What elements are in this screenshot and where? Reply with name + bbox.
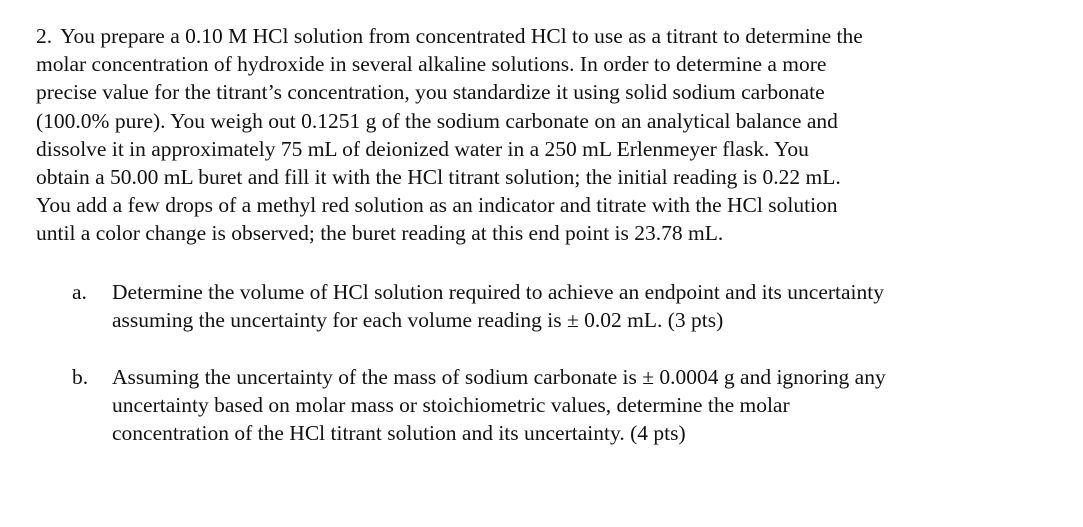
problem-number: 2. — [36, 24, 53, 48]
document — [36, 22, 1046, 448]
problem-line-1-text: You prepare a 0.10 M HCl solution from concentrated HCl to use as a titrant to determine the — [60, 24, 863, 48]
sub-question-b-line-1: Assuming the uncertainty of the mass of sodium carbonate is ± 0.0004 g and ignoring any — [112, 365, 886, 390]
sub-question-a — [36, 278, 1046, 334]
sub-question-a-line-1: Determine the volume of HCl solution required to achieve an endpoint and its uncertainty — [112, 279, 884, 304]
sub-question-list — [36, 278, 1046, 448]
problem-line-1 — [36, 22, 1046, 50]
problem-line-7: You add a few drops of a methyl red solution as an indicator and titrate with the HCl solution — [36, 193, 838, 218]
sub-question-a-line-2: assuming the uncertainty for each volume reading is ± 0.02 mL. (3 pts) — [112, 307, 724, 332]
problem-line-2: molar concentration of hydroxide in several alkaline solutions. In order to determine a more — [36, 52, 827, 77]
problem-line-8: until a color change is observed; the buret reading at this end point is 23.78 mL. — [36, 221, 724, 246]
problem-line-4: (100.0% pure). You weigh out 0.1251 g of the sodium carbonate on an analytical balance and — [36, 108, 838, 133]
sub-question-b-marker: b. — [72, 365, 89, 390]
problem-line-3: precise value for the titrant’s concentration, you standardize it using solid sodium carbonate — [36, 80, 825, 105]
problem-line-6: obtain a 50.00 mL buret and fill it with the HCl titrant solution; the initial reading is 0.22 mL. — [36, 165, 841, 190]
sub-question-b — [36, 363, 1046, 448]
sub-question-b-line-2: uncertainty based on molar mass or stoichiometric values, determine the molar — [112, 393, 790, 418]
sub-question-b-line-3: concentration of the HCl titrant solution and its uncertainty. (4 pts) — [112, 421, 686, 446]
problem-line-5: dissolve it in approximately 75 mL of deionized water in a 250 mL Erlenmeyer flask. You — [36, 136, 809, 161]
problem-statement — [36, 22, 1046, 248]
sub-question-a-marker: a. — [72, 279, 87, 304]
